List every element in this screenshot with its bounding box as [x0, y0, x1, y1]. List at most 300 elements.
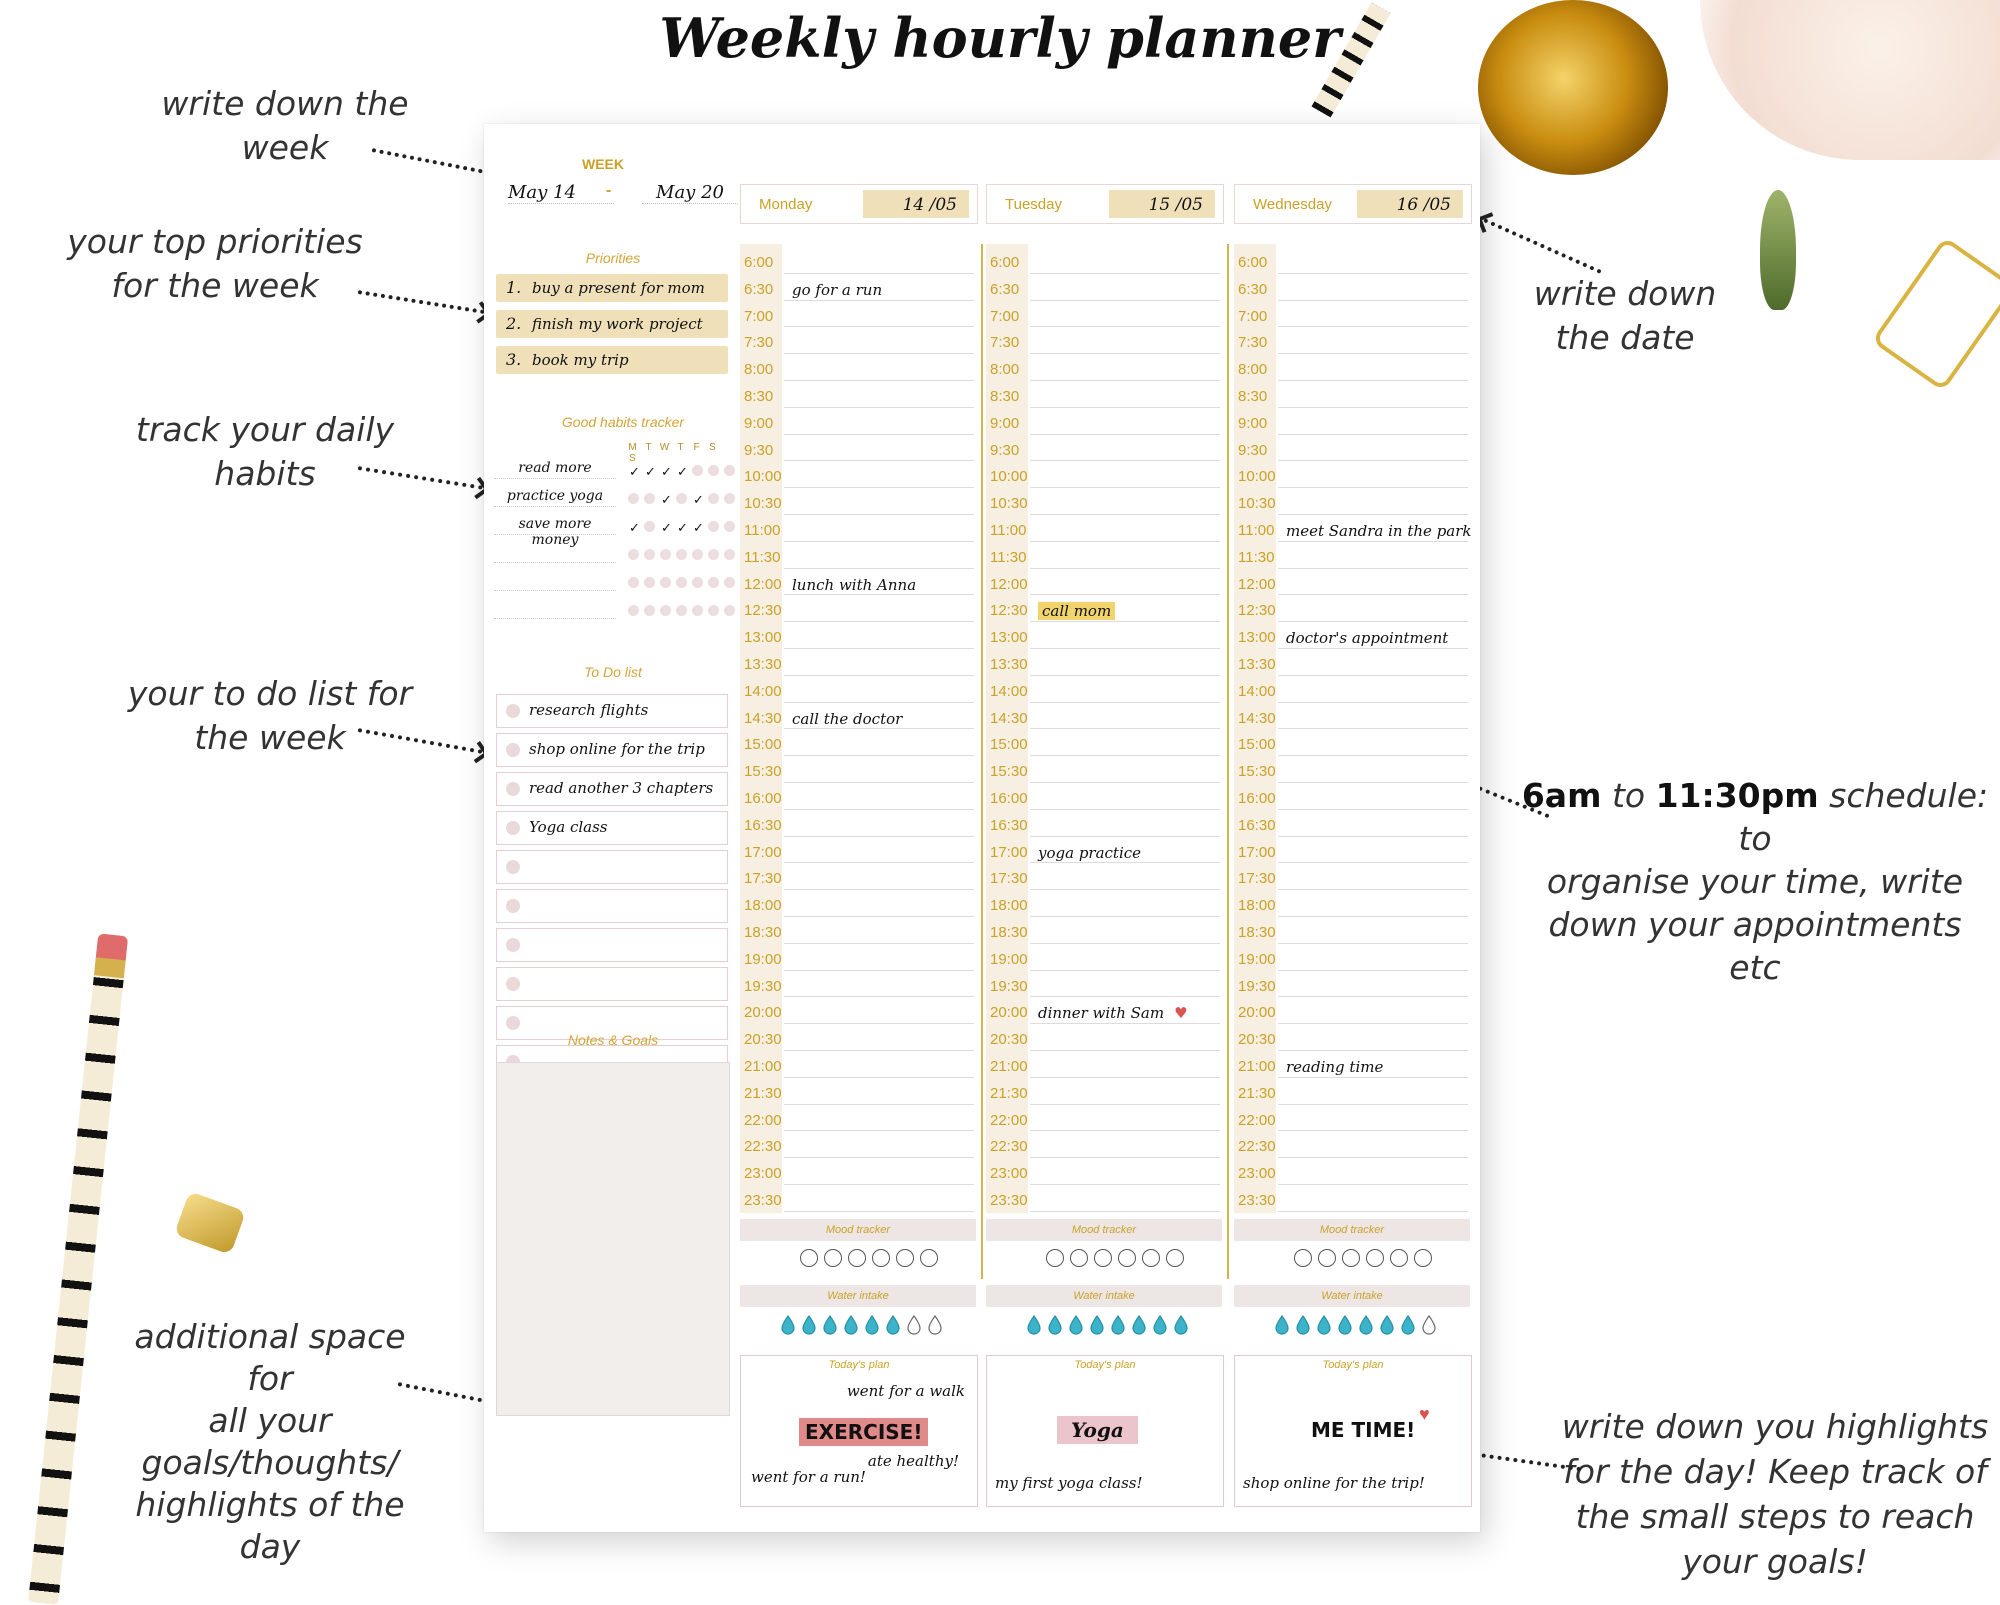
- time-label: 18:00: [990, 897, 1028, 915]
- time-slot-line[interactable]: [784, 1211, 974, 1212]
- time-slot-line[interactable]: [1278, 487, 1468, 488]
- time-slot-line[interactable]: [1278, 996, 1468, 997]
- habit-checks: [628, 519, 740, 537]
- habit-empty-dot[interactable]: [724, 577, 735, 588]
- time-slot-line[interactable]: [1278, 782, 1468, 783]
- time-slot-line[interactable]: [1278, 380, 1468, 381]
- habit-empty-dot[interactable]: [708, 549, 719, 560]
- time-slot-line[interactable]: [1278, 970, 1468, 971]
- week-from[interactable]: May 14: [508, 182, 614, 204]
- water-intake-label: Water intake: [1073, 1289, 1135, 1302]
- time-slot-line[interactable]: [1278, 675, 1468, 676]
- water-drop-icon[interactable]: [1421, 1315, 1437, 1335]
- mood-tracker-label: Mood tracker: [1319, 1223, 1385, 1236]
- todo-bullet[interactable]: [506, 821, 520, 835]
- time-slot-line[interactable]: [1030, 380, 1220, 381]
- day-date-box[interactable]: [1357, 190, 1463, 218]
- habits-label: Good habits tracker: [561, 414, 685, 430]
- time-slot-line[interactable]: [1030, 1211, 1220, 1212]
- time-label: 6:00: [744, 254, 774, 271]
- habit-empty-dot[interactable]: [676, 493, 687, 504]
- mood-face-icon[interactable]: [1046, 1249, 1064, 1267]
- mood-face-icon[interactable]: [896, 1249, 914, 1267]
- day-header-tuesday: [986, 184, 1224, 224]
- schedule-entry[interactable]: lunch with Anna: [792, 575, 917, 594]
- time-slot-line[interactable]: [1030, 809, 1220, 810]
- time-slot-line[interactable]: [1278, 273, 1468, 274]
- habit-empty-dot[interactable]: [692, 465, 703, 476]
- time-slot-line[interactable]: [1030, 594, 1220, 595]
- habit-empty-dot[interactable]: [708, 465, 719, 476]
- time-slot-line[interactable]: [1030, 943, 1220, 944]
- mood-face-icon[interactable]: [800, 1249, 818, 1267]
- mood-face-icon[interactable]: [1414, 1249, 1432, 1267]
- todo-item[interactable]: [496, 772, 728, 806]
- time-slot-line[interactable]: [1030, 836, 1220, 837]
- heart-icon: ♥: [1419, 1403, 1430, 1424]
- time-label: 19:00: [744, 950, 782, 968]
- priority-number: 3.: [506, 350, 522, 369]
- water-drop-icon[interactable]: [1379, 1315, 1395, 1335]
- water-drop-icon[interactable]: [780, 1315, 796, 1335]
- todo-bullet[interactable]: [506, 899, 520, 913]
- time-slot-line[interactable]: [784, 1050, 974, 1051]
- time-slot-line[interactable]: [1278, 1184, 1468, 1185]
- gold-clip-decoration: [1871, 236, 2000, 391]
- schedule-entry[interactable]: yoga practice: [1038, 843, 1142, 862]
- time-slot-line[interactable]: [784, 1023, 974, 1024]
- habit-check-mark[interactable]: ✓: [677, 464, 688, 479]
- time-slot-line[interactable]: [1278, 1023, 1468, 1024]
- mood-face-icon[interactable]: [824, 1249, 842, 1267]
- habit-check-mark[interactable]: ✓: [629, 520, 640, 535]
- time-slot-line[interactable]: [1278, 326, 1468, 327]
- water-drop-icon[interactable]: [1047, 1315, 1063, 1335]
- water-drop-icon[interactable]: [864, 1315, 880, 1335]
- water-drop-icon[interactable]: [1173, 1315, 1189, 1335]
- time-label: 19:30: [1238, 977, 1276, 995]
- mood-face-icon[interactable]: [1294, 1249, 1312, 1267]
- water-drop-icon[interactable]: [906, 1315, 922, 1335]
- habit-empty-dot[interactable]: [692, 577, 703, 588]
- habit-check-mark[interactable]: ✓: [693, 520, 704, 535]
- water-drop-icon[interactable]: [1026, 1315, 1042, 1335]
- mood-face-icon[interactable]: [1166, 1249, 1184, 1267]
- habit-empty-dot[interactable]: [724, 605, 735, 616]
- time-slot-line[interactable]: [784, 755, 974, 756]
- mood-face-icon[interactable]: [1142, 1249, 1160, 1267]
- habit-empty-dot[interactable]: [676, 549, 687, 560]
- water-drop-icon[interactable]: [1110, 1315, 1126, 1335]
- schedule-entry[interactable]: reading time: [1286, 1058, 1384, 1076]
- water-drop-icon[interactable]: [1131, 1315, 1147, 1335]
- habit-empty-dot[interactable]: [708, 493, 719, 504]
- time-slot-line[interactable]: [1030, 434, 1220, 435]
- habit-empty-dot[interactable]: [660, 605, 671, 616]
- time-slot-line[interactable]: [1278, 434, 1468, 435]
- time-slot-line[interactable]: [1030, 755, 1220, 756]
- todays-plan-label: Today's plan: [1074, 1358, 1136, 1371]
- schedule-entry[interactable]: call the doctor: [792, 709, 903, 728]
- time-slot-line[interactable]: [1030, 326, 1220, 327]
- time-slot-line[interactable]: [1030, 1023, 1220, 1024]
- time-label: 9:30: [990, 441, 1020, 459]
- notes-label: Notes & Goals: [567, 1032, 659, 1048]
- time-slot-line[interactable]: [784, 836, 974, 837]
- schedule-entry[interactable]: doctor's appointment: [1286, 629, 1449, 648]
- time-slot-line[interactable]: [1278, 889, 1468, 890]
- time-slot-line[interactable]: [1278, 728, 1468, 729]
- paperclip-bowl-decoration: [1478, 0, 1668, 175]
- time-label: 9:30: [1238, 441, 1268, 459]
- time-label: 11:30: [1238, 548, 1275, 566]
- todo-item[interactable]: [496, 811, 728, 845]
- habit-empty-dot[interactable]: [628, 549, 639, 560]
- time-slot-line[interactable]: [784, 970, 974, 971]
- time-slot-line[interactable]: [784, 782, 974, 783]
- time-slot-line[interactable]: [1030, 621, 1220, 622]
- time-slot-line[interactable]: [1278, 702, 1468, 703]
- todo-item[interactable]: [496, 694, 728, 728]
- schedule-entry[interactable]: dinner with Sam ♥: [1038, 1004, 1188, 1023]
- water-drop-icon[interactable]: [927, 1315, 943, 1335]
- water-drop-icon[interactable]: [1400, 1315, 1416, 1335]
- mood-faces: [1294, 1249, 1438, 1272]
- water-drop-icon[interactable]: [1068, 1315, 1084, 1335]
- habit-empty-dot[interactable]: [644, 521, 655, 532]
- time-slot-line[interactable]: [784, 300, 974, 301]
- habit-name[interactable]: save more money: [494, 516, 616, 535]
- todo-text: shop online for the trip: [529, 740, 705, 758]
- time-label: 18:30: [1238, 924, 1276, 941]
- time-slot-line[interactable]: [1278, 514, 1468, 515]
- priority-item[interactable]: [496, 274, 728, 302]
- time-slot-line[interactable]: [1278, 862, 1468, 863]
- time-slot-line[interactable]: [1030, 862, 1220, 863]
- schedule-entry[interactable]: meet Sandra in the park: [1286, 522, 1472, 540]
- time-label: 21:00: [1238, 1058, 1276, 1075]
- todo-item[interactable]: [496, 850, 728, 884]
- habit-name[interactable]: [494, 572, 616, 591]
- todo-item[interactable]: [496, 889, 728, 923]
- time-label: 6:00: [990, 254, 1020, 271]
- time-label: 22:00: [744, 1111, 782, 1129]
- time-slot-line[interactable]: [1278, 1157, 1468, 1158]
- time-slot-line[interactable]: [1278, 621, 1468, 622]
- time-label: 16:00: [1238, 790, 1276, 807]
- water-drop-icon[interactable]: [1152, 1315, 1168, 1335]
- time-slot-line[interactable]: [1278, 1130, 1468, 1131]
- time-slot-line[interactable]: [1030, 1077, 1220, 1078]
- mood-face-icon[interactable]: [1318, 1249, 1336, 1267]
- habit-name[interactable]: [494, 544, 616, 563]
- time-label: 6:30: [744, 280, 774, 298]
- day-date: 15 /05: [1148, 195, 1203, 215]
- time-slot-line[interactable]: [1030, 728, 1220, 729]
- time-slot-line[interactable]: [784, 702, 974, 703]
- water-drop-icon[interactable]: [1358, 1315, 1374, 1335]
- time-slot-line[interactable]: [784, 889, 974, 890]
- schedule-entry[interactable]: go for a run: [792, 280, 883, 299]
- habit-empty-dot[interactable]: [724, 493, 735, 504]
- planner-sheet: [484, 124, 1480, 1532]
- week-to[interactable]: May 20: [642, 182, 738, 204]
- time-slot-line[interactable]: [1030, 407, 1220, 408]
- time-slot-line[interactable]: [784, 380, 974, 381]
- water-drop-icon[interactable]: [1316, 1315, 1332, 1335]
- time-slot-line[interactable]: [1030, 702, 1220, 703]
- time-slot-line[interactable]: [784, 594, 974, 595]
- todays-plan-box[interactable]: [986, 1355, 1224, 1507]
- time-label: 20:30: [990, 1031, 1028, 1049]
- time-slot-line[interactable]: [1030, 514, 1220, 515]
- habit-empty-dot[interactable]: [628, 605, 639, 616]
- habit-check-mark[interactable]: ✓: [693, 492, 704, 507]
- time-label: 20:30: [744, 1031, 782, 1049]
- habit-empty-dot[interactable]: [708, 577, 719, 588]
- time-slot-line[interactable]: [1030, 273, 1220, 274]
- time-slot-line[interactable]: [784, 460, 974, 461]
- time-label: 8:00: [1238, 361, 1268, 379]
- time-label: 10:30: [744, 495, 782, 513]
- habit-empty-dot[interactable]: [676, 605, 687, 616]
- habit-empty-dot[interactable]: [692, 605, 703, 616]
- day-date-box[interactable]: [1109, 190, 1215, 218]
- time-slot-line[interactable]: [1030, 568, 1220, 569]
- habit-name[interactable]: read more: [494, 460, 616, 479]
- time-slot-line[interactable]: [1030, 460, 1220, 461]
- time-slot-line[interactable]: [784, 621, 974, 622]
- time-slot-line[interactable]: [1278, 300, 1468, 301]
- time-slot-line[interactable]: [1030, 353, 1220, 354]
- time-slot-line[interactable]: [1278, 1104, 1468, 1105]
- habit-empty-dot[interactable]: [628, 493, 639, 504]
- time-slot-line[interactable]: [1030, 782, 1220, 783]
- time-label: 10:00: [744, 468, 782, 486]
- todo-bullet[interactable]: [506, 743, 520, 757]
- time-slot-line[interactable]: [784, 487, 974, 488]
- time-slot-line[interactable]: [1278, 1050, 1468, 1051]
- todo-list: [496, 694, 728, 1123]
- time-slot-line[interactable]: [1278, 460, 1468, 461]
- time-slot-line[interactable]: [1030, 648, 1220, 649]
- time-label: 14:00: [744, 682, 782, 700]
- time-slot-line[interactable]: [784, 916, 974, 917]
- time-label: 17:00: [990, 843, 1028, 861]
- time-slot-line[interactable]: [1278, 594, 1468, 595]
- habit-check-mark[interactable]: ✓: [645, 464, 656, 479]
- time-slot-line[interactable]: [784, 514, 974, 515]
- time-label: 17:30: [990, 870, 1028, 888]
- habit-day-letter: S: [629, 453, 636, 464]
- habit-empty-dot[interactable]: [644, 577, 655, 588]
- mood-face-icon[interactable]: [1070, 1249, 1088, 1267]
- time-slot-line[interactable]: [784, 1077, 974, 1078]
- time-slot-line[interactable]: [784, 541, 974, 542]
- time-slot-line[interactable]: [784, 1104, 974, 1105]
- day-name: Tuesday: [1005, 196, 1062, 213]
- mood-face-icon[interactable]: [848, 1249, 866, 1267]
- column-divider: [981, 244, 983, 1279]
- time-slot-line[interactable]: [784, 809, 974, 810]
- time-slot-line[interactable]: [1030, 487, 1220, 488]
- todo-bullet[interactable]: [506, 782, 520, 796]
- time-label: 22:00: [1238, 1111, 1276, 1129]
- todo-bullet[interactable]: [506, 977, 520, 991]
- time-slot-line[interactable]: [1030, 541, 1220, 542]
- plan-highlight: Yoga: [1057, 1416, 1138, 1444]
- time-slot-line[interactable]: [784, 943, 974, 944]
- time-slot-line[interactable]: [784, 326, 974, 327]
- habit-row: [494, 596, 744, 624]
- todo-bullet[interactable]: [506, 938, 520, 952]
- time-slot-line[interactable]: [1030, 1050, 1220, 1051]
- time-slot-line[interactable]: [1278, 836, 1468, 837]
- time-slot-line[interactable]: [1030, 675, 1220, 676]
- time-slot-line[interactable]: [1030, 1104, 1220, 1105]
- habit-name[interactable]: practice yoga: [494, 488, 616, 507]
- time-label: 6:00: [1238, 254, 1268, 271]
- habit-check-mark[interactable]: ✓: [629, 464, 640, 479]
- time-slot-line[interactable]: [1030, 916, 1220, 917]
- time-slot-line[interactable]: [1030, 1184, 1220, 1185]
- habit-empty-dot[interactable]: [724, 549, 735, 560]
- water-drop-icon[interactable]: [885, 1315, 901, 1335]
- habit-empty-dot[interactable]: [644, 549, 655, 560]
- todo-bullet[interactable]: [506, 1016, 520, 1030]
- water-drop-icon[interactable]: [1274, 1315, 1290, 1335]
- plan-note: went for a run!: [751, 1467, 866, 1486]
- habit-check-mark[interactable]: ✓: [661, 520, 672, 535]
- mood-face-icon[interactable]: [1366, 1249, 1384, 1267]
- schedule-entry[interactable]: call mom: [1038, 602, 1115, 620]
- time-slot-line[interactable]: [1278, 541, 1468, 542]
- mood-face-icon[interactable]: [920, 1249, 938, 1267]
- time-slot-line[interactable]: [1030, 1157, 1220, 1158]
- time-label: 21:00: [744, 1058, 782, 1075]
- water-intake-label: Water intake: [1321, 1289, 1383, 1302]
- time-slot-line[interactable]: [1030, 300, 1220, 301]
- water-drop-icon[interactable]: [1295, 1315, 1311, 1335]
- todays-plan-box[interactable]: [740, 1355, 978, 1507]
- todo-item[interactable]: [496, 967, 728, 1001]
- water-drop-icon[interactable]: [1337, 1315, 1353, 1335]
- habit-empty-dot[interactable]: [708, 521, 719, 532]
- habit-empty-dot[interactable]: [692, 549, 703, 560]
- time-label: 9:30: [744, 441, 774, 459]
- habit-checks: [628, 547, 740, 565]
- habit-name[interactable]: [494, 600, 616, 619]
- water-drops: [1026, 1315, 1194, 1340]
- habit-empty-dot[interactable]: [628, 577, 639, 588]
- todo-bullet[interactable]: [506, 860, 520, 874]
- time-slot-line[interactable]: [784, 996, 974, 997]
- time-slot-line[interactable]: [784, 862, 974, 863]
- time-label: 15:30: [990, 763, 1028, 781]
- habit-empty-dot[interactable]: [676, 577, 687, 588]
- time-slot-line[interactable]: [784, 675, 974, 676]
- habit-empty-dot[interactable]: [724, 521, 735, 532]
- time-slot-line[interactable]: [1278, 943, 1468, 944]
- todo-bullet[interactable]: [506, 704, 520, 718]
- time-slot-line[interactable]: [1030, 970, 1220, 971]
- time-label: 12:30: [1238, 602, 1276, 620]
- habit-check-mark[interactable]: ✓: [661, 464, 672, 479]
- mood-face-icon[interactable]: [1118, 1249, 1136, 1267]
- mood-tracker-label: Mood tracker: [825, 1223, 891, 1236]
- mood-face-icon[interactable]: [1390, 1249, 1408, 1267]
- todays-plan-box[interactable]: [1234, 1355, 1472, 1507]
- habit-check-mark[interactable]: ✓: [677, 520, 688, 535]
- time-slot-line[interactable]: [784, 1130, 974, 1131]
- habit-empty-dot[interactable]: [660, 577, 671, 588]
- time-label: 17:30: [744, 870, 782, 888]
- mood-face-icon[interactable]: [872, 1249, 890, 1267]
- time-slot-line[interactable]: [784, 1184, 974, 1185]
- time-slot-line[interactable]: [784, 728, 974, 729]
- plan-note: ate healthy!: [867, 1451, 959, 1470]
- time-slot-line[interactable]: [1030, 889, 1220, 890]
- habit-empty-dot[interactable]: [724, 465, 735, 476]
- time-slot-line[interactable]: [1030, 996, 1220, 997]
- time-slot-line[interactable]: [1278, 353, 1468, 354]
- habit-empty-dot[interactable]: [644, 605, 655, 616]
- time-slot-line[interactable]: [1278, 1077, 1468, 1078]
- time-slot-line[interactable]: [784, 648, 974, 649]
- time-label: 14:30: [744, 709, 782, 727]
- todo-item[interactable]: [496, 928, 728, 962]
- time-slot-line[interactable]: [784, 273, 974, 274]
- time-slot-line[interactable]: [784, 1157, 974, 1158]
- time-slot-line[interactable]: [1278, 916, 1468, 917]
- day-date-box[interactable]: [863, 190, 969, 218]
- time-label: 15:00: [990, 736, 1028, 754]
- todo-item[interactable]: [496, 733, 728, 767]
- time-slot-line[interactable]: [784, 407, 974, 408]
- habit-empty-dot[interactable]: [660, 549, 671, 560]
- time-label: 16:00: [990, 790, 1028, 807]
- habit-empty-dot[interactable]: [708, 605, 719, 616]
- notes-area[interactable]: [496, 1062, 730, 1416]
- water-drop-icon[interactable]: [801, 1315, 817, 1335]
- habit-check-mark[interactable]: ✓: [661, 492, 672, 507]
- priority-item[interactable]: [496, 310, 728, 338]
- time-slot-line[interactable]: [1278, 568, 1468, 569]
- water-drop-icon[interactable]: [822, 1315, 838, 1335]
- time-label: 7:00: [744, 307, 774, 325]
- time-label: 8:00: [744, 361, 774, 379]
- mood-face-icon[interactable]: [1094, 1249, 1112, 1267]
- time-slot-line[interactable]: [1278, 407, 1468, 408]
- time-slot-line[interactable]: [1278, 809, 1468, 810]
- habit-empty-dot[interactable]: [644, 493, 655, 504]
- time-label: 11:00: [1238, 522, 1275, 539]
- priority-item[interactable]: [496, 346, 728, 374]
- water-drop-icon[interactable]: [1089, 1315, 1105, 1335]
- time-label: 21:30: [1238, 1084, 1276, 1102]
- time-slot-line[interactable]: [784, 353, 974, 354]
- time-slot-line[interactable]: [1278, 648, 1468, 649]
- time-slot-line[interactable]: [784, 434, 974, 435]
- time-slot-line[interactable]: [1278, 1211, 1468, 1212]
- time-label: 7:30: [1238, 334, 1268, 352]
- pushpin-decoration: [174, 1191, 246, 1255]
- mood-face-icon[interactable]: [1342, 1249, 1360, 1267]
- water-drop-icon[interactable]: [843, 1315, 859, 1335]
- time-slot-line[interactable]: [1030, 1130, 1220, 1131]
- time-slot-line[interactable]: [1278, 755, 1468, 756]
- time-slot-line[interactable]: [784, 568, 974, 569]
